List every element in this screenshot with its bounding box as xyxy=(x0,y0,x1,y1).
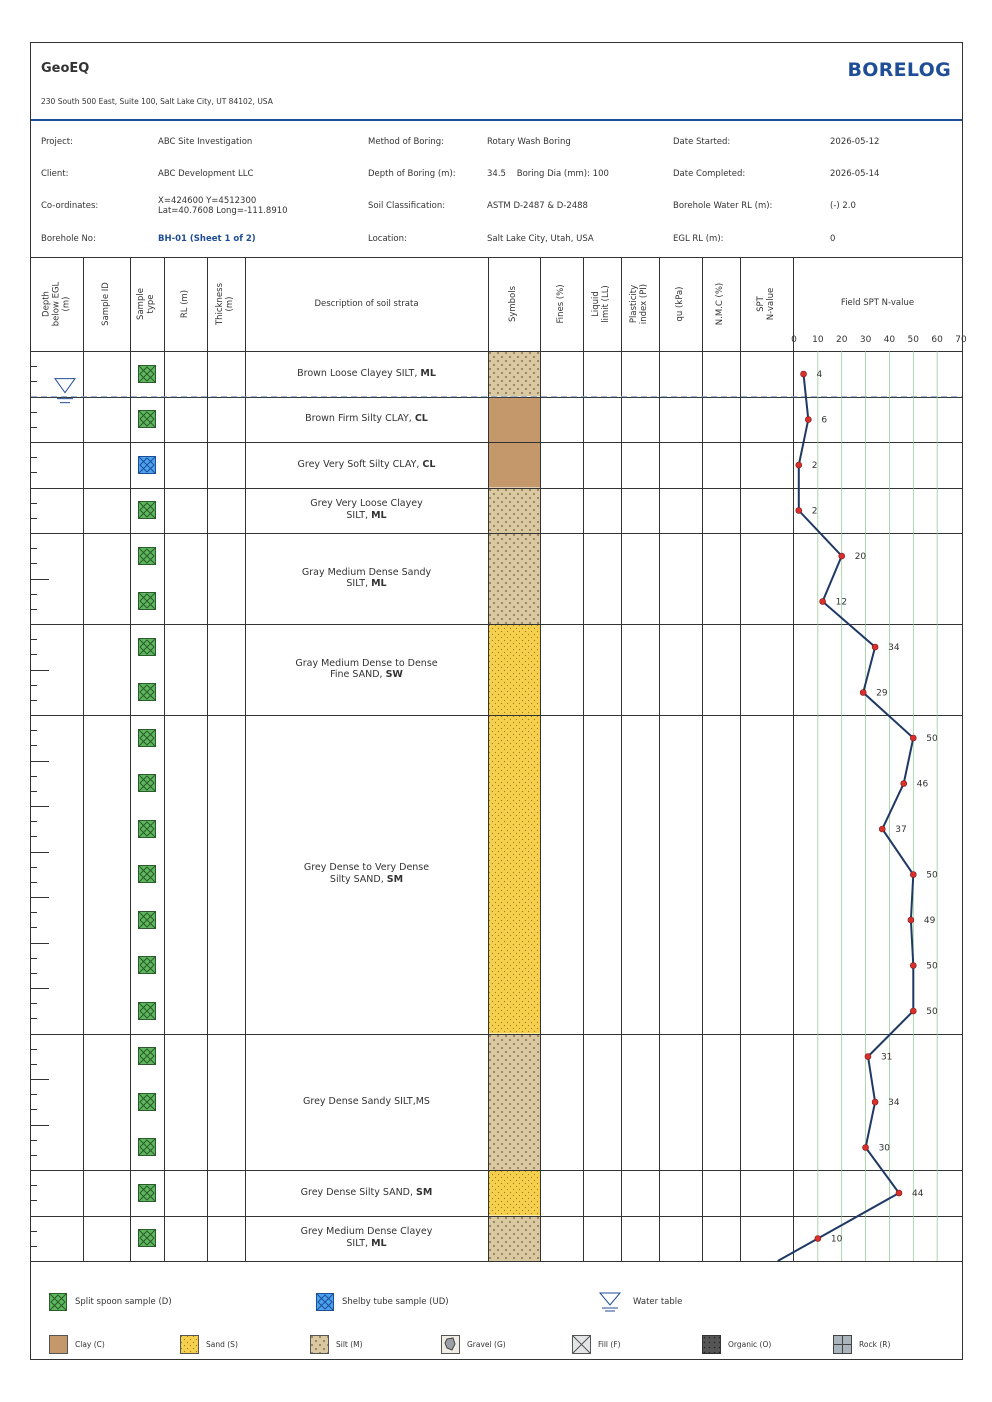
depth-value: 34.5 Boring Dia (mm): 100 xyxy=(487,169,609,179)
depth-tick xyxy=(31,548,37,549)
stratum-boundary xyxy=(31,1216,962,1217)
project-label: Project: xyxy=(41,137,73,147)
depth-tick xyxy=(31,1185,37,1186)
stratum-description-text: Grey Dense Silty SAND, xyxy=(300,1186,417,1198)
method-label: Method of Boring: xyxy=(368,137,445,147)
spt-point xyxy=(839,553,845,559)
water-label: Borehole Water RL (m): xyxy=(673,201,773,211)
depth-tick xyxy=(31,897,49,898)
borehole-label: Borehole No: xyxy=(41,234,96,244)
spt-point-label: 6 xyxy=(821,415,828,426)
depth-tick xyxy=(31,1231,37,1232)
stratum-uscs-code: ML xyxy=(371,510,387,522)
depth-tick xyxy=(31,1140,37,1141)
shelby-tube-icon xyxy=(138,456,156,474)
column-header-thickness: Thickness (m) xyxy=(215,282,235,326)
spt-point xyxy=(901,781,907,787)
depth-tick xyxy=(31,397,49,398)
column-divider xyxy=(130,257,131,1261)
depth-tick xyxy=(31,1125,49,1126)
spt-point xyxy=(801,371,807,377)
silt-swatch-icon xyxy=(310,1335,329,1354)
completed-label: Date Completed: xyxy=(673,169,746,179)
depth-tick xyxy=(31,1064,37,1065)
column-divider xyxy=(540,257,541,1261)
egl-value: 0 xyxy=(830,234,836,244)
stratum-uscs-code: CL xyxy=(414,413,428,425)
egl-label: EGL RL (m): xyxy=(673,234,724,244)
depth-tick xyxy=(31,670,49,671)
header-bottom-rule xyxy=(31,351,962,352)
depth-tick xyxy=(31,761,49,762)
depth-tick xyxy=(31,1003,37,1004)
depth-tick xyxy=(31,867,37,868)
sand-swatch-icon xyxy=(180,1335,199,1354)
depth-tick xyxy=(31,745,37,746)
depth-tick xyxy=(31,958,37,959)
stratum-symbol-silt xyxy=(488,1216,540,1262)
borehole-value: BH-01 (Sheet 1 of 2) xyxy=(158,234,256,244)
legend-organic: Organic (O) xyxy=(728,1340,772,1349)
stratum-symbol-silt xyxy=(488,1034,540,1171)
method-value: Rotary Wash Boring xyxy=(487,137,571,147)
column-divider xyxy=(207,257,208,1261)
location-label: Location: xyxy=(368,234,407,244)
depth-tick xyxy=(31,351,49,352)
fill-swatch-icon xyxy=(572,1335,591,1354)
spt-point xyxy=(865,1054,871,1060)
depth-tick xyxy=(31,821,37,822)
depth-tick xyxy=(31,1216,49,1217)
depth-tick xyxy=(31,639,37,640)
depth-tick xyxy=(31,457,37,458)
spt-point xyxy=(896,1190,902,1196)
log-table xyxy=(31,43,967,1359)
stratum-description-text: Brown Loose Clayey SILT, xyxy=(297,367,421,379)
coords-line1: X=424600 Y=4512300 xyxy=(158,196,257,206)
coords-line2: Lat=40.7608 Long=-111.8910 xyxy=(158,206,288,216)
depth-tick xyxy=(31,1109,37,1110)
shelby-tube-icon xyxy=(316,1293,334,1311)
spt-point-label: 34 xyxy=(888,1098,900,1108)
stratum-symbol-clay xyxy=(488,442,540,488)
spt-axis-tick-label: 40 xyxy=(883,335,896,345)
depth-label: Depth of Boring (m): xyxy=(368,169,456,179)
spt-axis-tick-label: 20 xyxy=(835,335,848,345)
borelog-sheet xyxy=(30,42,967,1360)
stratum-symbol-clay xyxy=(488,397,540,443)
stratum-boundary xyxy=(31,715,962,716)
depth-tick xyxy=(31,988,49,989)
split-spoon-icon xyxy=(138,1138,156,1156)
depth-tick xyxy=(31,1018,37,1019)
split-spoon-icon xyxy=(138,865,156,883)
column-divider xyxy=(488,257,489,1261)
split-spoon-icon xyxy=(138,547,156,565)
split-spoon-icon xyxy=(138,820,156,838)
spt-point-label: 30 xyxy=(878,1143,891,1154)
spt-point xyxy=(820,599,826,605)
gravel-swatch-icon xyxy=(441,1335,460,1354)
depth-tick xyxy=(31,1034,49,1035)
stratum-description-text: Grey Very Loose Clayey SILT, xyxy=(310,498,423,522)
column-header-field-spt: Field SPT N-value xyxy=(840,298,915,308)
depth-tick xyxy=(31,806,49,807)
column-header-spt: SPT N-value xyxy=(755,287,776,321)
spt-axis-tick-label: 10 xyxy=(812,335,824,345)
split-spoon-icon xyxy=(49,1293,67,1311)
legend-water-table: Water table xyxy=(633,1297,683,1307)
column-header-sample-type: Sample type xyxy=(136,288,156,320)
spt-point-label: 2 xyxy=(811,506,818,517)
stratum-description-text: Grey Dense to Very Dense Silty SAND, xyxy=(303,862,430,886)
depth-tick xyxy=(31,518,37,519)
split-spoon-icon xyxy=(138,683,156,701)
stratum-description xyxy=(252,567,482,591)
column-divider xyxy=(583,257,584,1261)
stratum-description xyxy=(252,1187,482,1199)
soilclass-label: Soil Classification: xyxy=(368,201,446,211)
spt-point xyxy=(796,462,802,468)
location-value: Salt Lake City, Utah, USA xyxy=(487,234,594,244)
spt-point xyxy=(815,1236,821,1242)
split-spoon-icon xyxy=(138,1093,156,1111)
depth-tick xyxy=(31,1094,37,1095)
column-header-nmc: N.M.C (%) xyxy=(715,282,726,326)
depth-tick xyxy=(31,594,37,595)
spt-point-label: 44 xyxy=(911,1189,924,1199)
document-title: BORELOG xyxy=(847,59,951,81)
legend xyxy=(31,1260,962,1359)
client-value: ABC Development LLC xyxy=(158,169,254,179)
legend-sand: Sand (S) xyxy=(206,1340,238,1349)
stratum-description xyxy=(252,1096,482,1108)
project-value: ABC Site Investigation xyxy=(158,137,253,147)
soilclass-value: ASTM D-2487 & D-2488 xyxy=(487,201,588,211)
column-header-description: Description of soil strata xyxy=(314,299,419,309)
stratum-boundary xyxy=(31,442,962,443)
depth-tick xyxy=(31,882,37,883)
split-spoon-icon xyxy=(138,638,156,656)
spt-point xyxy=(910,735,916,741)
spt-series-line xyxy=(778,374,914,1261)
stratum-symbol-sand xyxy=(488,624,540,715)
depth-tick xyxy=(31,1079,49,1080)
started-label: Date Started: xyxy=(673,137,731,147)
depth-tick xyxy=(31,609,37,610)
spt-point-label: 34 xyxy=(888,643,900,653)
split-spoon-icon xyxy=(138,365,156,383)
column-divider xyxy=(83,257,84,1261)
spt-point xyxy=(879,826,885,832)
stratum-description xyxy=(252,1226,482,1250)
stratum-uscs-code: ML xyxy=(371,1238,387,1250)
depth-tick xyxy=(31,730,37,731)
spt-point-label: 12 xyxy=(835,597,848,608)
stratum-uscs-code: ML xyxy=(371,578,387,590)
split-spoon-icon xyxy=(138,1184,156,1202)
depth-tick xyxy=(31,715,49,716)
spt-axis-tick-label: 70 xyxy=(955,335,967,345)
depth-tick xyxy=(31,563,37,564)
spt-point xyxy=(863,1145,869,1151)
spt-point-label: 49 xyxy=(923,916,936,926)
depth-tick xyxy=(31,442,49,443)
depth-tick xyxy=(31,776,37,777)
split-spoon-icon xyxy=(138,410,156,428)
legend-shelby: Shelby tube sample (UD) xyxy=(342,1297,449,1307)
stratum-uscs-code: SM xyxy=(416,1186,433,1198)
stratum-boundary xyxy=(31,1170,962,1171)
column-divider xyxy=(621,257,622,1261)
depth-tick xyxy=(31,700,37,701)
clay-swatch-icon xyxy=(49,1335,68,1354)
depth-tick xyxy=(31,381,37,382)
stratum-uscs-code: ML xyxy=(420,367,436,379)
depth-tick xyxy=(31,533,49,534)
spt-point xyxy=(796,508,802,514)
spt-point-label: 50 xyxy=(926,870,938,881)
stratum-uscs-code: SM xyxy=(386,874,404,886)
spt-point xyxy=(872,1099,878,1105)
spt-point-label: 50 xyxy=(926,961,938,972)
split-spoon-icon xyxy=(138,592,156,610)
depth-tick xyxy=(31,366,37,367)
depth-tick xyxy=(31,427,37,428)
started-value: 2026-05-12 xyxy=(830,137,880,147)
depth-tick xyxy=(31,503,37,504)
stratum-uscs-code: SW xyxy=(385,669,403,681)
spt-point-label: 10 xyxy=(830,1234,843,1245)
stratum-description xyxy=(252,658,482,682)
spt-point xyxy=(872,644,878,650)
column-header-ll: Liquid limit (LL) xyxy=(591,285,611,323)
depth-tick xyxy=(31,624,49,625)
column-divider xyxy=(164,257,165,1261)
stratum-description-text: Brown Firm Silty CLAY, xyxy=(305,413,415,425)
stratum-symbol-silt xyxy=(488,488,540,534)
client-label: Client: xyxy=(41,169,69,179)
column-header-pi: Plasticity index (PI) xyxy=(629,283,649,325)
spt-point-label: 20 xyxy=(854,552,867,562)
stratum-description xyxy=(252,368,482,380)
legend-silt: Silt (M) xyxy=(336,1340,363,1349)
water-value: (-) 2.0 xyxy=(830,201,856,211)
stratum-symbol-sand xyxy=(488,1170,540,1216)
depth-tick xyxy=(31,1170,49,1171)
depth-tick xyxy=(31,685,37,686)
stratum-boundary xyxy=(31,533,962,534)
stratum-boundary xyxy=(31,1034,962,1035)
depth-tick xyxy=(31,654,37,655)
spt-point xyxy=(860,690,866,696)
stratum-boundary xyxy=(31,397,962,398)
company-name: GeoEQ xyxy=(41,61,90,76)
column-divider xyxy=(245,257,246,1261)
depth-tick xyxy=(31,1246,37,1247)
water-table-icon xyxy=(55,379,75,403)
spt-axis-tick-label: 60 xyxy=(931,335,943,345)
stratum-description xyxy=(252,459,482,471)
spt-point-label: 50 xyxy=(926,1007,938,1017)
spt-point xyxy=(910,963,916,969)
spt-point-label: 37 xyxy=(895,825,907,835)
spt-point xyxy=(908,917,914,923)
spt-axis-tick-label: 50 xyxy=(907,335,920,345)
stratum-boundary xyxy=(31,488,962,489)
spt-point-label: 4 xyxy=(816,370,823,380)
spt-point-label: 31 xyxy=(880,1052,893,1063)
depth-tick xyxy=(31,472,37,473)
stratum-description xyxy=(252,413,482,425)
column-header-symbols: Symbols xyxy=(508,285,519,323)
stratum-symbol-silt xyxy=(488,351,540,397)
split-spoon-icon xyxy=(138,1002,156,1020)
column-divider xyxy=(793,257,794,1261)
split-spoon-icon xyxy=(138,729,156,747)
spt-axis-tick-label: 0 xyxy=(791,335,797,345)
spt-point-label: 46 xyxy=(916,779,929,790)
column-divider xyxy=(702,257,703,1261)
stratum-uscs-code: CL xyxy=(422,458,436,470)
depth-tick xyxy=(31,488,49,489)
legend-rock: Rock (R) xyxy=(859,1340,891,1349)
column-header-depth: Depth below EGL (m) xyxy=(41,281,71,327)
split-spoon-icon xyxy=(138,774,156,792)
spt-point xyxy=(910,872,916,878)
depth-tick xyxy=(31,579,49,580)
depth-tick xyxy=(31,412,37,413)
rock-swatch-icon xyxy=(833,1335,852,1354)
depth-tick xyxy=(31,791,37,792)
spt-point-label: 50 xyxy=(926,734,938,744)
stratum-description-text: Grey Very Soft Silty CLAY, xyxy=(297,458,423,470)
split-spoon-icon xyxy=(138,911,156,929)
spt-axis-tick-label: 30 xyxy=(859,335,872,345)
spt-point xyxy=(910,1008,916,1014)
column-divider xyxy=(740,257,741,1261)
stratum-boundary xyxy=(31,624,962,625)
split-spoon-icon xyxy=(138,1229,156,1247)
depth-tick xyxy=(31,973,37,974)
water-table-icon xyxy=(598,1291,622,1313)
depth-tick xyxy=(31,943,49,944)
completed-value: 2026-05-14 xyxy=(830,169,880,179)
coords-label: Co-ordinates: xyxy=(41,201,99,211)
split-spoon-icon xyxy=(138,956,156,974)
column-header-sample-id: Sample ID xyxy=(100,282,111,326)
stratum-description-text: Gray Medium Dense to Dense Fine SAND, xyxy=(295,657,438,681)
legend-clay: Clay (C) xyxy=(75,1340,105,1349)
spt-point-label: 2 xyxy=(811,461,818,471)
stratum-description xyxy=(252,862,482,886)
split-spoon-icon xyxy=(138,501,156,519)
stratum-symbol-silt xyxy=(488,533,540,624)
company-address: 230 South 500 East, Suite 100, Salt Lake City, UT 84102, USA xyxy=(41,97,273,106)
stratum-description-text: Gray Medium Dense Sandy SILT, xyxy=(301,566,432,590)
organic-swatch-icon xyxy=(702,1335,721,1354)
depth-tick xyxy=(31,1049,37,1050)
split-spoon-icon xyxy=(138,1047,156,1065)
stratum-description-text: Grey Dense Sandy SILT,MS xyxy=(303,1095,430,1107)
column-header-rl: RL (m) xyxy=(179,289,190,319)
spt-point-label: 29 xyxy=(876,688,888,699)
depth-tick xyxy=(31,912,37,913)
depth-tick xyxy=(31,836,37,837)
column-header-qu: qu (kPa) xyxy=(674,286,685,322)
depth-tick xyxy=(31,1200,37,1201)
column-header-fines: Fines (%) xyxy=(555,284,566,324)
depth-tick xyxy=(31,927,37,928)
depth-tick xyxy=(31,852,49,853)
stratum-description xyxy=(252,498,482,522)
column-divider xyxy=(659,257,660,1261)
stratum-description-text: Grey Medium Dense Clayey SILT, xyxy=(300,1226,433,1250)
stratum-symbol-sand xyxy=(488,715,540,1034)
legend-fill: Fill (F) xyxy=(598,1340,621,1349)
spt-point xyxy=(805,417,811,423)
legend-gravel: Gravel (G) xyxy=(467,1340,506,1349)
legend-split-spoon: Split spoon sample (D) xyxy=(75,1297,172,1307)
depth-tick xyxy=(31,1155,37,1156)
